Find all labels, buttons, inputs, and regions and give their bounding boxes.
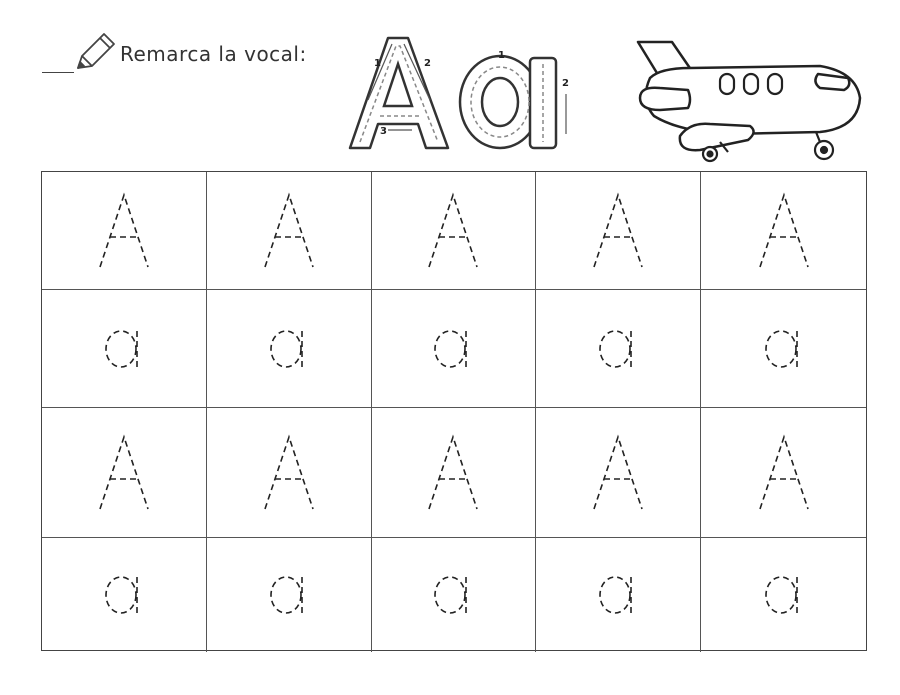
tracing-cell: [372, 172, 537, 290]
dashed-letter-lowercase-a: [593, 324, 643, 374]
tracing-cell: [42, 172, 207, 290]
dashed-letter-uppercase-a: [754, 433, 814, 513]
stroke-number: 1: [374, 58, 381, 69]
airplane-illustration: [620, 28, 870, 168]
tracing-cell: [207, 538, 372, 652]
dashed-letter-lowercase-a: [759, 324, 809, 374]
tracing-cell: [536, 538, 701, 652]
pencil-icon: [70, 28, 120, 78]
dashed-letter-uppercase-a: [754, 191, 814, 271]
tracing-cell: [42, 538, 207, 652]
tracing-cell: [536, 408, 701, 538]
worksheet-header: [0, 0, 900, 170]
dashed-letter-uppercase-a: [423, 191, 483, 271]
tracing-cell: [701, 290, 866, 408]
stroke-number: 2: [424, 58, 431, 69]
dashed-letter-lowercase-a: [428, 324, 478, 374]
dashed-letter-uppercase-a: [94, 433, 154, 513]
dashed-letter-uppercase-a: [259, 191, 319, 271]
stroke-number: 2: [562, 78, 569, 89]
dashed-letter-lowercase-a: [264, 324, 314, 374]
dashed-letter-lowercase-a: [264, 570, 314, 620]
dashed-letter-uppercase-a: [588, 191, 648, 271]
letter-model-Aa: [340, 30, 580, 160]
dashed-letter-uppercase-a: [588, 433, 648, 513]
dashed-letter-uppercase-a: [423, 433, 483, 513]
tracing-grid: [41, 171, 867, 651]
tracing-cell: [207, 290, 372, 408]
stroke-number: 1: [498, 50, 505, 61]
tracing-cell: [372, 408, 537, 538]
tracing-cell: [372, 538, 537, 652]
tracing-cell: [701, 538, 866, 652]
instruction-text: Remarca la vocal:: [120, 42, 307, 66]
tracing-cell: [42, 408, 207, 538]
dashed-letter-lowercase-a: [759, 570, 809, 620]
tracing-cell: [207, 408, 372, 538]
tracing-cell: [536, 290, 701, 408]
tracing-cell: [701, 408, 866, 538]
tracing-cell: [701, 172, 866, 290]
dashed-letter-lowercase-a: [428, 570, 478, 620]
stroke-number: 3: [380, 126, 387, 137]
tracing-cell: [42, 290, 207, 408]
dashed-letter-lowercase-a: [99, 324, 149, 374]
tracing-cell: [207, 172, 372, 290]
tracing-cell: [536, 172, 701, 290]
dashed-letter-lowercase-a: [593, 570, 643, 620]
dashed-letter-uppercase-a: [259, 433, 319, 513]
tracing-cell: [372, 290, 537, 408]
dashed-letter-lowercase-a: [99, 570, 149, 620]
dashed-letter-uppercase-a: [94, 191, 154, 271]
